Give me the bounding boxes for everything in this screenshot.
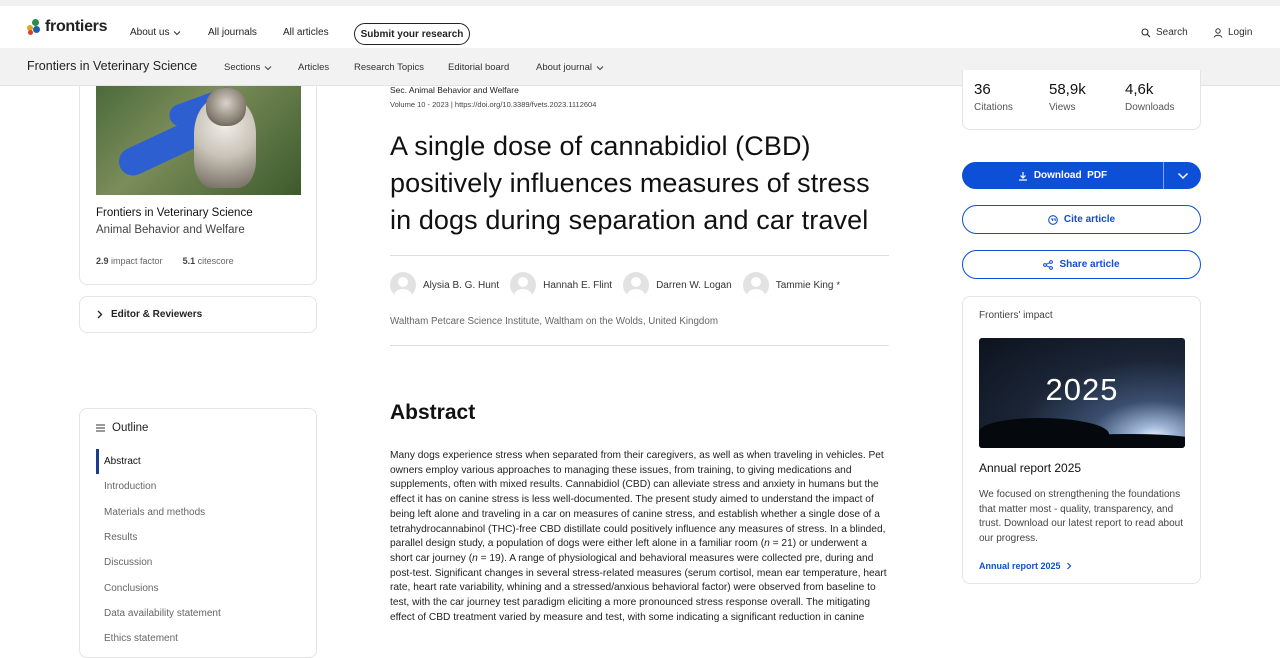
author-item[interactable] bbox=[510, 272, 612, 298]
chevron-down-icon bbox=[596, 65, 604, 71]
article-metrics-card bbox=[962, 70, 1201, 130]
affiliation: Waltham Petcare Science Institute, Waltham on the Wolds, United Kingdom bbox=[390, 316, 718, 327]
downloads-metric[interactable] bbox=[1125, 81, 1174, 113]
journal-home-link[interactable]: Frontiers in Veterinary Science bbox=[27, 59, 198, 73]
share-article-label: Share article bbox=[1059, 259, 1120, 270]
nav-all-articles-label: All articles bbox=[283, 27, 329, 38]
annual-report-image[interactable] bbox=[979, 338, 1185, 448]
author-list bbox=[390, 272, 851, 298]
citations-count: 36 bbox=[974, 81, 991, 98]
login-button[interactable] bbox=[1213, 27, 1252, 38]
views-metric[interactable] bbox=[1049, 81, 1086, 113]
subnav-about-journal[interactable] bbox=[536, 62, 604, 73]
author-name: Hannah E. Flint bbox=[543, 279, 613, 291]
nav-about-us-label: About us bbox=[130, 27, 170, 38]
journal-card bbox=[79, 86, 317, 285]
journal-metrics bbox=[96, 256, 234, 266]
subnav-editorial-board-label: Editorial board bbox=[448, 62, 510, 73]
subnav-about-journal-label: About journal bbox=[536, 62, 592, 73]
journal-cover-image bbox=[96, 86, 301, 195]
outline-item-introduction[interactable]: Introduction bbox=[104, 481, 157, 493]
avatar bbox=[510, 272, 536, 298]
download-pdf-button[interactable] bbox=[962, 162, 1164, 189]
list-icon bbox=[96, 424, 105, 432]
views-count: 58,9k bbox=[1049, 81, 1086, 98]
outline-item-materials-and-methods[interactable]: Materials and methods bbox=[104, 506, 206, 518]
avatar bbox=[623, 272, 649, 298]
author-name: Alysia B. G. Hunt bbox=[423, 279, 500, 291]
chevron-down-icon bbox=[173, 30, 181, 36]
divider bbox=[390, 345, 889, 346]
citations-label: Citations bbox=[974, 102, 1013, 113]
annual-report-heading: Annual report 2025 bbox=[979, 461, 1082, 475]
author-name: Darren W. Logan bbox=[656, 279, 732, 291]
downloads-count: 4,6k bbox=[1125, 81, 1154, 98]
citescore: 5.1 citescore bbox=[182, 256, 234, 266]
outline-title-label: Outline bbox=[112, 422, 149, 434]
search-icon bbox=[1141, 28, 1151, 38]
article-title: A single dose of cannabidiol (CBD) positively influences measures of stress in dogs during separation and car travel bbox=[390, 131, 870, 235]
impact-factor: 2.9 impact factor bbox=[96, 256, 163, 266]
download-pdf-label: Download PDF bbox=[1033, 170, 1108, 181]
downloads-label: Downloads bbox=[1125, 102, 1175, 113]
outline-item-data-availability[interactable]: Data availability statement bbox=[104, 607, 221, 619]
abstract-heading: Abstract bbox=[390, 401, 476, 424]
author-item[interactable] bbox=[743, 272, 840, 298]
share-article-button[interactable] bbox=[962, 250, 1201, 279]
outline-item-results[interactable]: Results bbox=[104, 532, 138, 544]
subnav-sections-label: Sections bbox=[224, 62, 261, 73]
annual-report-link-label: Annual report 2025 bbox=[979, 561, 1061, 571]
nav-about-us[interactable] bbox=[130, 27, 181, 38]
editors-reviewers-toggle[interactable] bbox=[79, 296, 317, 333]
outline-card bbox=[79, 408, 317, 658]
search-button[interactable] bbox=[1141, 27, 1188, 38]
subnav-articles-label: Articles bbox=[298, 62, 330, 73]
cite-article-button[interactable] bbox=[962, 205, 1201, 234]
chevron-down-icon bbox=[264, 65, 272, 71]
share-icon bbox=[1043, 260, 1053, 270]
chevron-down-icon bbox=[1177, 172, 1189, 180]
download-pdf-button-group bbox=[962, 162, 1201, 189]
avatar bbox=[390, 272, 416, 298]
author-name: Tammie King bbox=[775, 279, 834, 291]
divider bbox=[390, 255, 889, 256]
search-label: Search bbox=[1156, 27, 1188, 38]
submit-research-button[interactable]: Submit your research bbox=[354, 23, 470, 45]
outline-item-discussion[interactable]: Discussion bbox=[104, 557, 153, 569]
subnav-sections[interactable] bbox=[224, 62, 272, 73]
journal-section: Animal Behavior and Welfare bbox=[96, 224, 245, 236]
author-item[interactable] bbox=[623, 272, 732, 298]
author-item[interactable] bbox=[390, 272, 499, 298]
outline-item-ethics-statement[interactable]: Ethics statement bbox=[104, 633, 178, 645]
nav-all-journals-label: All journals bbox=[208, 27, 257, 38]
chevron-right-icon bbox=[1066, 562, 1072, 570]
logo-text: frontiers bbox=[45, 18, 108, 35]
article-volume-doi: Volume 10 - 2023 | https://doi.org/10.3389/fvets.2023.1112604 bbox=[390, 100, 597, 109]
editors-reviewers-label: Editor & Reviewers bbox=[111, 309, 203, 320]
views-label: Views bbox=[1049, 102, 1076, 113]
abstract-text: Many dogs experience stress when separated from their caregivers, as well as when traveling in vehicles. Pet owners employ various approaches to managing these issues, from training, to giving medications and supplements, often with mixed results. Cannabidiol (CBD) can alleviate stress and anxiety in humans but the effect it has on canine stress is less well-documented. The present study aimed to understand the impact of being left alone and traveling in a car on measures of canine stress, and establish whether a single dose of a tetrahydrocannabinol (THC)-free CBD distillate could positively influence any measures of stress. In a blinded, parallel design study, a population of dogs were either left alone in a familiar room (n = 21) or underwent a short car journey (n = 19). A range of physiological and behavioral measures were collected pre, during and post-test. Significant changes in several stress-related measures (serum cortisol, mean ear temperature, heart rate, heart rate variability, whining and a stressed/anxious behavioral factor) were observed from baseline to test, with the car journey test paradigm eliciting a more pronounced stress response overall. The mitigating effect of CBD treatment varied by measure and test, with some indicating a significant reduction in canine bbox=[390, 450, 887, 623]
download-icon bbox=[1018, 171, 1028, 181]
article-section-label[interactable]: Sec. Animal Behavior and Welfare bbox=[390, 85, 519, 95]
user-icon bbox=[1213, 28, 1223, 38]
avatar bbox=[743, 272, 769, 298]
outline-title bbox=[96, 422, 148, 434]
top-navigation-bar bbox=[0, 0, 1280, 48]
annual-report-image-year: 2025 bbox=[1045, 372, 1119, 407]
nav-all-journals[interactable] bbox=[208, 27, 257, 38]
download-options-toggle[interactable] bbox=[1164, 162, 1201, 189]
chevron-right-icon bbox=[96, 310, 103, 319]
nav-all-articles[interactable] bbox=[283, 27, 329, 38]
subnav-editorial-board[interactable] bbox=[448, 62, 509, 73]
corresponding-author-marker: * bbox=[836, 280, 841, 290]
outline-list bbox=[96, 449, 296, 651]
outline-item-conclusions[interactable]: Conclusions bbox=[104, 582, 159, 594]
journal-title: Frontiers in Veterinary Science bbox=[96, 207, 253, 219]
cite-article-label: Cite article bbox=[1063, 214, 1116, 225]
quote-icon bbox=[1048, 215, 1058, 225]
subnav-research-topics-label: Research Topics bbox=[354, 62, 425, 73]
outline-item-abstract[interactable]: Abstract bbox=[96, 449, 296, 474]
annual-report-description: We focused on strengthening the foundations that matter most - quality, transparency, and trust. Download our latest report to read about our progress. bbox=[979, 489, 1184, 545]
annual-report-link[interactable] bbox=[979, 561, 1072, 571]
impact-title: Frontiers' impact bbox=[979, 310, 1053, 321]
subnav-research-topics[interactable] bbox=[354, 62, 424, 73]
subnav-articles[interactable] bbox=[298, 62, 329, 73]
citations-metric[interactable] bbox=[974, 81, 1013, 113]
frontiers-impact-card bbox=[962, 296, 1201, 584]
login-label: Login bbox=[1228, 27, 1253, 38]
frontiers-logo-icon bbox=[27, 19, 41, 35]
frontiers-logo[interactable] bbox=[27, 18, 107, 36]
